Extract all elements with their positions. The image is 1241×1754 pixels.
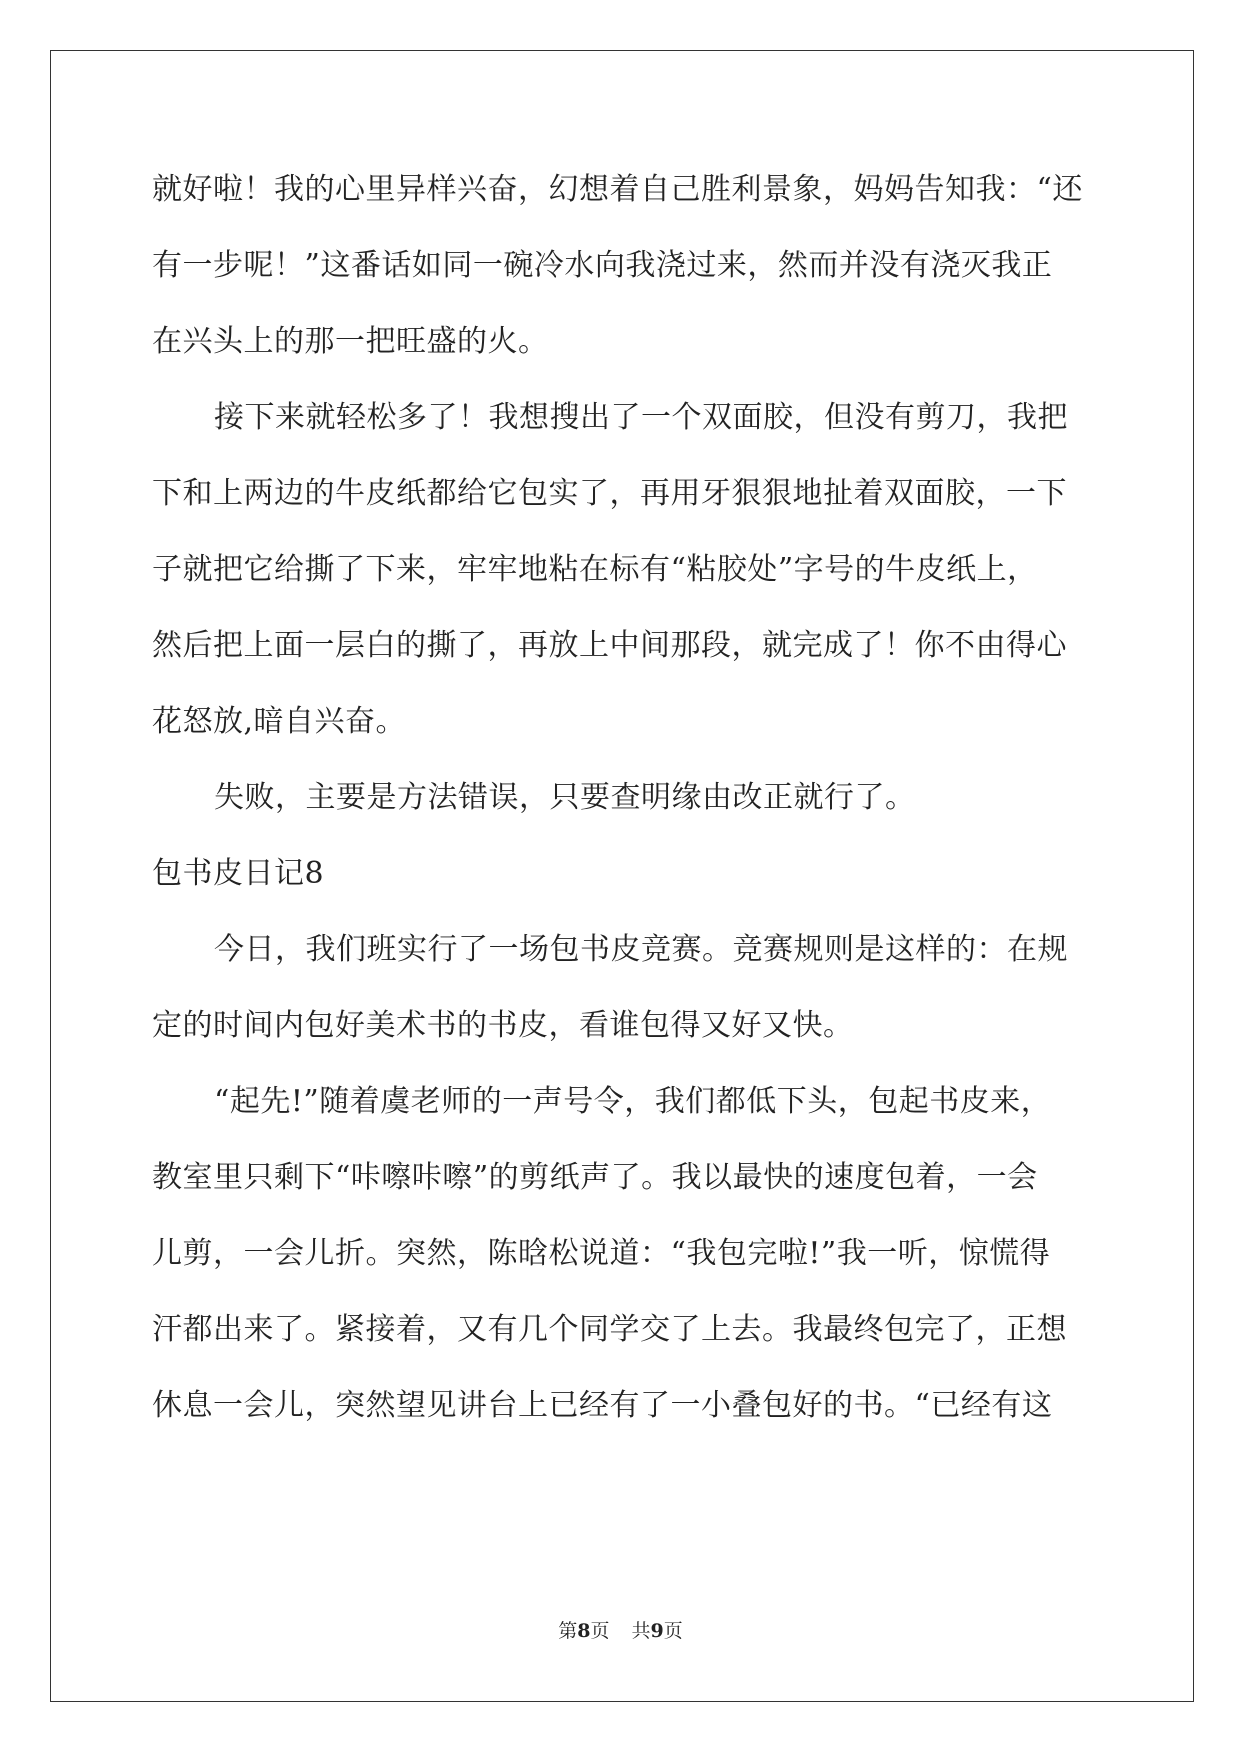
- paragraph-start-line: 接下来就轻松多了！我想搜出了一个双面胶，但没有剪刀，我把: [214, 400, 1068, 435]
- page-footer: [0, 1616, 1241, 1643]
- text-line: 汗都出来了。紧接着，又有几个同学交了上去。我最终包完了，正想: [152, 1312, 1067, 1347]
- text-line: 然后把上面一层白的撕了，再放上中间那段，就完成了！你不由得心: [152, 628, 1067, 663]
- text-line: 下和上两边的牛皮纸都给它包实了，再用牙狠狠地扯着双面胶，一下: [152, 476, 1067, 511]
- current-page-number: 8: [577, 1620, 591, 1642]
- text-line: 教室里只剩下“咔嚓咔嚓”的剪纸声了。我以最快的速度包着，一会: [152, 1160, 1038, 1195]
- text-line: 就好啦！我的心里异样兴奋，幻想着自己胜利景象，妈妈告知我：“还: [152, 172, 1083, 207]
- total-page-count: 9: [650, 1620, 664, 1642]
- footer-total-prefix: 共: [631, 1620, 651, 1642]
- footer-page-suffix: 页: [590, 1620, 610, 1642]
- text-line: 子就把它给撕了下来，牢牢地粘在标有“粘胶处”字号的牛皮纸上，: [152, 552, 1038, 587]
- document-body: [152, 160, 1096, 1452]
- text-line: 定的时间内包好美术书的书皮，看谁包得又好又快。: [152, 1008, 854, 1043]
- footer-prefix: 第: [558, 1620, 578, 1642]
- paragraph-start-line: 今日，我们班实行了一场包书皮竞赛。竞赛规则是这样的：在规: [214, 932, 1068, 967]
- text-line: 花怒放,暗自兴奋。: [152, 704, 407, 739]
- text-line: 儿剪，一会儿折。突然，陈晗松说道：“我包完啦!”我一听，惊慌得: [152, 1236, 1051, 1271]
- text-line: 休息一会儿，突然望见讲台上已经有了一小叠包好的书。“已经有这: [152, 1388, 1053, 1423]
- footer-total-suffix: 页: [663, 1620, 683, 1642]
- text-line: 有一步呢！”这番话如同一碗冷水向我浇过来，然而并没有浇灭我正: [152, 248, 1053, 283]
- paragraph-start-line: “起先!”随着虞老师的一声号令，我们都低下头，包起书皮来，: [214, 1084, 1052, 1119]
- section-heading: 包书皮日记8: [152, 856, 325, 891]
- paragraph-start-line: 失败，主要是方法错误，只要查明缘由改正就行了。: [214, 780, 916, 815]
- text-line: 在兴头上的那一把旺盛的火。: [152, 324, 549, 359]
